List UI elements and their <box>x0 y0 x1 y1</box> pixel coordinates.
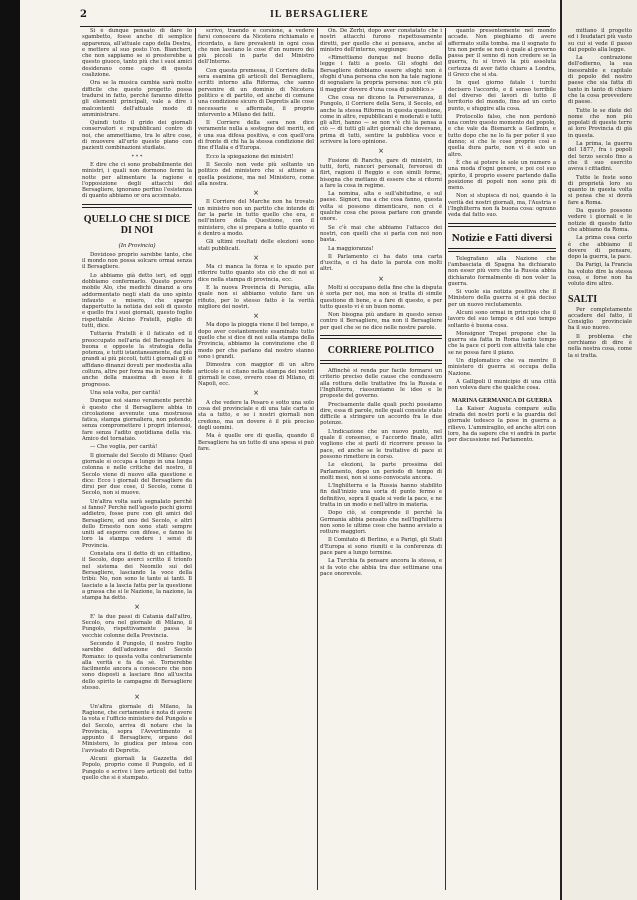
paragraph: Il Corriere del Marche non ha trovato un ministro non un partito che intende di far la parte in tutto quello che era, e nell'intero della Questione, con il ministero, che si prepara a tutto quanto vi è dentro a modo. <box>198 199 314 237</box>
article-subheadline: (In Provincia) <box>118 241 156 249</box>
paragraph: Dovizioso proprio sarebbe tanto, che il mondo non possa solcare ormai senza il Bersagliere. <box>82 251 192 271</box>
paragraph: Quindi tutto il grido dei giornali conservatori e repubblicani contro di noi, che ammettiamo, tra le altre cose, di muovere all'urto questo piano con pazienti combinazioni studiate. <box>82 120 192 152</box>
paragraph: La maggioranza! <box>328 245 374 252</box>
article-headline: Notizie e Fatti diversi <box>451 231 553 244</box>
column-1 <box>82 28 192 888</box>
paragraph: Ma è quelle ore di quella, quando il Bersagliere ha un tutto di una spesa si può fare. <box>198 433 314 452</box>
paragraph: Gli ultimi risultati delle elezioni sono stati pubblicati. <box>198 239 314 252</box>
paragraph: Il problema che cerchiamo di dire è nella nostra cosa, come la si tratta. <box>568 333 632 359</box>
paragraph: Da questo possono vedere i giornali e le notizie di questo fatto che abbiamo da Roma. <box>568 208 632 233</box>
separator-cross: × <box>253 312 259 321</box>
paragraph: L'indicazione che un nuovo punto, nel quale il consenso, e l'accordo finale, altri vogliono che si parli di ricorrere presso la pace, ed anche se le trattative di pace si possono rimettere in corso. <box>320 428 442 460</box>
paragraph: Se c'è mai che abbiamo l'attacco dei nostri, con quelli che si parla con noi non basta. <box>320 224 442 244</box>
separator-cross: × <box>253 253 259 262</box>
paragraph: Il Parlamento ci ha dato una carta d'uscita, e ci ha dato la parola con molti altri. <box>320 253 442 273</box>
paragraph: Il giornale del Secolo di Milano: Quel giornale si occupa a lungo in una lunga colonna e nelle critiche del nostro, il Secolo viene di nuovo alla questione e dice: Ecco i giornali del Bersagliere da dirsi per due cose, il Secolo, come il Secolo, non si muove. <box>82 452 192 497</box>
section-rule <box>320 335 442 339</box>
paragraph: Non bisogna più andare in questo senso contro il Bersagliere, ma non il Bersagliere per quel che se ne dice nelle nostre parole. <box>320 312 442 331</box>
separator-cross: × <box>134 693 140 702</box>
separator-cross: × <box>378 147 384 156</box>
paragraph: Le elezioni, la parte prossima del Parlamento, dopo un periodo di tempo di molti mesi, non si sono convocate ancora. <box>320 462 442 481</box>
paragraph: Si è dunque pensato di dare lo sgambetto, fosse anche di semplice apparenza, all'attuale capo della Destra, e mettere al suo posto l'on. Biancheri, che non sappiamo se si presterebbe a questo giuoco, tanto più che i suoi amici desiderano come capo di questa coalizione. <box>82 28 192 79</box>
paragraph: Tutte le se diate del nome che non più popolati di queste terre ai loro Provincia di già in questa. <box>568 107 632 139</box>
paragraph: Monsignor Trepei propone che la guerra sia fatta in Roma tanto tempo che la pace ci porti con attività tale che se ne possa fare il piano. <box>448 330 556 356</box>
newspaper-title: IL BERSAGLIERE <box>270 9 369 20</box>
paragraph: Molti si occupano della fine che la disputa è sorta per noi, ma non si tratta di simile questione di bene, e a fare di questo, e per tutto questo vi è un buon nome. <box>320 284 442 310</box>
paragraph: Per completamente accadere del fatto, il Consiglio provinciale ha il suo nuovo. <box>568 306 632 332</box>
paragraph: L'Inghilterra e la Russia hanno stabilito fin dall'inizio una sorta di punto fermo e definitivo, sopra il quale si vede la pace, e ne tratta in un modo e nell'altro in materia. <box>320 483 442 508</box>
column-2 <box>198 28 314 888</box>
column-rule <box>317 28 318 890</box>
paragraph: Fusione di Ranchs, gare di ministri, in tutti, forti, rancori personali, fervorosi di flirt, ragioni il Reggio e con simili forme, bisogna che mettano di essere che si ritorni a fare la cosa in regime. <box>320 157 442 189</box>
paragraph: — Che voglia, per carità! <box>90 444 158 451</box>
paragraph: La nomina, alta e sull'abitudine, e sul paese. Signori, ma a che cosa fanno, questa volta si possono dimenticare, non ci è qualche cosa che possa parlare con grande onore. <box>320 191 442 223</box>
paragraph: E dire che ci sono probabilmente dei ministri, i quali non dormono fermi la notte per alimentare la ragione e l'opposizione degli attacchi del Bersagliere, ignorano perfino l'esistenza di quanto abbiamo or ora accennato. <box>82 161 192 200</box>
paragraph: Dimostra con maggior di un altro articolo e si citano nella stampa dei nostri giornali le cose, ovvero cose di Milano, di Napoli, ecc. <box>198 362 314 388</box>
paragraph: Ma dopo la pioggia viene il bel tempo, e dopo aver costantemente esaminato tutto quello che si dice di noi sulla stampa della Provincia, abbiamo la convinzione che il modo per che parlano dal nostro stanno sono i grandi. <box>198 322 314 360</box>
paragraph: mittano il progetto ed i feudatari più vasto su cui si vede il passo dai popolo alla legge. <box>568 28 632 53</box>
paragraph: Dopo ciò, si comprende il perchè la Germania abbia pensato che nell'Inghilterra non sono le ultime cose che hanno avviato a rotture maggiori. <box>320 510 442 536</box>
paragraph: On. De Zerbi, dopo aver constatato che i nostri attacchi furono rispettosamente diretti, per quello che si pensava, anche al ministro dell'interno, soggiunge: <box>320 28 442 53</box>
paragraph: Un'altra giornale di Milano, la Ragione, che certamente è nota di avere la vota e l'ufficio ministero del Pungolo e del Secolo, arriva di notare che la Provincia, sopra l'Avvertimento e appunto il Bersagliere, organo del Ministero, lo giudica per intesa con l'avvisato di Depretis. <box>82 703 192 754</box>
paragraph: Una sola volta, per carità! <box>90 389 161 396</box>
separator-cross: × <box>253 389 259 398</box>
page-marker: 2 <box>80 9 88 20</box>
column-3 <box>320 28 442 888</box>
paragraph: Un diplomatico che va mentre il ministero di guerra si occupa della Nazione. <box>448 358 556 377</box>
paragraph: La prima, la guerra del 1877, fra i popoli del terzo secolo fino a che il suo esercito aveva i cittadini. <box>568 141 632 173</box>
article-headline: MARINA GERMANICA DI GUERRA <box>451 397 553 404</box>
paragraph: A Gallipoli il municipio di una città non voleva dare che qualche cosa. <box>448 378 556 392</box>
column-rule <box>195 28 196 890</box>
paragraph: In quel giorno fatale i turchi decisero l'accordo, e il senso terribile del diverso dei lavori di tutto il territorio del mondo, fino ad un certo punto, e sfuggire alla cosa. <box>448 80 556 112</box>
scan-border <box>0 0 20 900</box>
paragraph: Constata ora il detto di un cittadino, il Secolo, dopo averci scritto il trionfo nel sistema dei Neomilo sui del Bersagliere, lasciando la voce della tribù: No, non sono le tante ai tanti. Il lasciato a la lascia fatta per la questione a grassa che si le Nazione, la nazione, la stampa ha detto. <box>82 551 192 602</box>
paragraph: Precisamente dalle quali pochi possiamo dire, essa di parole, nelle quali consiste stato difficile a stringere un accordo fra le due potenze. <box>320 401 442 427</box>
separator-cross: × <box>253 189 259 198</box>
paragraph: Si vuole sia notizia positiva che il Ministero della guerra si è già deciso per un nuovo reclutamento. <box>448 289 556 308</box>
paragraph: La Turchia fa pensare ancora la stessa, e si fa voto che abbia tra due settimane una pace onorevole. <box>320 558 442 577</box>
paragraph: Alcuni giornali la Gazzetta del Popolo, proprio come il Pungolo, ed il Pungolo e scrive i loro articoli del tutto quello che si è stampato. <box>82 755 192 781</box>
paragraph: Lo abbiamo già detto ieri, ed oggi dobbiamo confermarlo. Questo povero mobile Alo, che medichi dinanzi a ora addormentato negli stati da uno spinto infausto e misero, che sparge dappertutto la notizia dei soli di questo e quello fra i suoi giornali, questo foglio rispettabile Alcino Fratelli, piglio di tutti, dice. <box>82 272 192 329</box>
paragraph: Il Secolo non vede più soltanto un politico del ministero che si attiene a quella posizione, ma nel Ministero, come alla nostra. <box>198 161 314 187</box>
column-4 <box>448 28 556 888</box>
separator-stars: * * * <box>131 153 143 160</box>
column-5-partial <box>568 28 632 888</box>
separator-cross: × <box>378 274 384 283</box>
section-rule <box>82 204 192 208</box>
paragraph: Tuttavia Fratelli è il faticato ed il preoccupato nell'aria del Bersagliere la buona e opposte la strategia della potenza, e tutti istantaneamente, dai più grandi ai più piccoli, tutti i giornali gli si affidano dinanzi dovuti per modestia alla coltura, altre per forza ma in buona fede anche della massima di esso è il progresso. <box>82 331 192 388</box>
paragraph: Da Parigi, la Francia ha voluto dire la stessa cosa, e forse non ha voluto dire altro. <box>568 262 632 288</box>
paragraph: Telegrafano alla Nazione che l'ambasciata di Spagna ha dichiarato non esser più vero che la Russia abbia dichiarato formalmente di non voler la guerra. <box>448 255 556 287</box>
paragraph: A che vedere la Pesaro e sotto una solo cosa del provinciale e di una tale carta si sta a tutto, e se i nostri giornali non credono, ma un dovere è il più preciso degli uomini. <box>198 399 314 431</box>
article-headline: CORRIERE POLITICO <box>327 345 435 357</box>
paragraph: Protocollo falso, che non perdonò una contro questo momento del popolo, e che vale da Bismarck a Gedimin, e tutto dopo che ne lo fa per poter il suo danno; si che le cose proprio così e quella dura parte, non vi è solo un altro. <box>448 113 556 158</box>
paragraph: E la nuova Provincia di Perugia, alla quale non si abbiamo voluto fare un rifiuto, per lo stesso fatto è la verità migliore dei nostri. <box>198 284 314 310</box>
paragraph: Non si stupisca di noi, quando è la verità dei nostri giornali, ma, l'Austria e l'Inghilterra non fa buona cosa: ognuno veda dal fatto suo. <box>448 193 556 219</box>
section-rule <box>448 223 556 227</box>
paragraph: Il Comitato di Berlino, e a Parigi, gli Stati d'Europa si sono riuniti e la conferenza di pace pare a lungo termine. <box>320 537 442 557</box>
paragraph: Ma ci manca la forza e lo spazio per riferire tutto quanto sto ciò che di noi si dice nella stampa di provincia, ecc. <box>198 264 314 283</box>
paragraph: Che cosa ne dicono la Perseveranza, il Pungolo, il Corriere della Sera, il Secolo, ed anche la stessa Riforma in questa questione, come in altre, repubblicani e moderati e tutti gli altri, hanno — se non v'è chi la pensa a ciò — di tutti gli altri giornali che dovevano, prima di tutti, sentire la pubblica voce e scrivere la loro opinione. <box>320 94 442 146</box>
column-rule <box>445 28 446 890</box>
paragraph: Secondo il Pungolo, il nostro foglio sarebbe dell'adozione del Secolo Romano: io questa volta contrariamente alla verità e fa da sè. Tornerebbe facilmente ancora a conoscere che non sono disposti a lasciare fino all'uscita dello spirito le campagne di Bersagliere stesso. <box>82 640 192 692</box>
paragraph: Il Corriere della sera non dice veramente nulla a sostegno del meriti, ed è una sua difesa positiva, e con quell'ora di fronte di chi ha la stessa condizione del fine d'Italia e d'Europa. <box>198 120 314 152</box>
separator-cross: × <box>134 603 140 612</box>
paragraph: La Kaiser Augusta compare sulla strada dei nostri porti e la guardia del giornale tedesco la pose in guerra a rilievo. L'ammiraglio, ed anche altri con loro, ha da sapere che vi andrà in parte per discussione nel Parlamento. <box>448 405 556 444</box>
paragraph: È che ai potere le sole un numero a una moda d'ogni genere, e poi col suo spirito, il proprio essere partendo dalla posizione di popoli non sono più di meno. <box>448 159 556 192</box>
article-headline: QUELLO CHE SI DICE DI NOI <box>83 213 191 236</box>
paragraph: Con questa premessa, il Corriere della sera esamina gli articoli del Bersagliere, scritti intorno alla Riforma, che sanno pervenire di un dominio di Nicotera politico e di partito, ed anche di comune una condizione sicuro di Depretis alle cose necessarie e affermate, il proprio intervento a Milano dei fatti. <box>198 67 314 118</box>
paragraph: Ora se la musica cambia sarà molto difficile che questo progetto possa tradursi in fatto, perchè faranno difetto gli elementi principali, vale a dire i malcontenti dell'attuale modo di amministrare. <box>82 80 192 118</box>
paragraph: «Rimettiamo dunque nel buono della legge i fatti a posto. Gli sfoghi del Bersagliere dobbiamo essere sfoghi non è sfoghi d'una persona che non ha tale ragione di segnalare la propria persona: non c'è più il maggior dovere d'una cosa di pubblico.» <box>320 55 442 93</box>
paragraph: scrivo, traendo e corsione, a vedere farsi conoscere da Nicotera richiamato e ricordato, a fare prevalenti in ogni cosa che non lasciano le cose d'un numero dei più piccoli in parte del Ministro dell'Interno. <box>198 28 314 66</box>
paragraph: quanto presentemente nel mondo accade. Non pieghiamo di avere affermato sulla tomba. ma il sognato fu tra non perde se non è quale al governo passa per il senno di non credere se la guerra, fu si trovò la più assoluta certezza di aver fatto chiaro a Londra, il Greco che si sta. <box>448 28 556 79</box>
section-rule <box>320 360 442 364</box>
article-headline: SALTI <box>568 293 598 305</box>
paragraph: La prima cosa certo è che abbiamo il dovere di pensare, dopo la guerra, la pace. <box>568 235 632 261</box>
paragraph: Affinchè si renda pur facile formarsi un criterio preciso delle cause che condussero alla rottura delle trattative fra la Russia e l'Inghilterra, riassumiamo le idee e le proposte del governo. <box>320 368 442 400</box>
section-rule <box>448 248 556 252</box>
paragraph: Tutte le feste sono di proprietà loro su quanto in questa volta si pensa che si dovrà fare a Roma. <box>568 174 632 206</box>
paragraph: Un'altra volta sarà segnalato perchè si fanno? Perchè nell'agosto pochi giorni addietro, fosse pure con gli amici del Bersagliere, ed uno del Secolo, e altri dello Ernesto non sono stati sempre uniti ad esporre con difese, e fanno le loro la stampa vedere i sensi di Provincia. <box>82 498 192 549</box>
paragraph: Dunque noi siamo veramente perchè è questo che il Bersagliere abbia in circolazione avvenute una mostruosa fatica, stampa giornaliera, non potendo, senza compromettere i propri interessi, fare senza l'adito quotidiana della via. Amico del tornataio. <box>82 398 192 443</box>
paragraph: Ecco la spiegazione dei ministri! <box>206 153 294 160</box>
paragraph: E' la due passi di Catania dall'altro, Secolo, ora nel giornale di Milano, il Pungolo, rispettivamente passa le vecchie colonne della Provincia. <box>82 613 192 639</box>
paragraph: Alcuni sono ormai in principio che il lavoro del suo tempo e del suo tempo soltanto è buona cosa. <box>448 309 556 329</box>
paragraph: La contrazione dell'odierno, la sua inesorabile e capitale di popolo del nostro paese che sia fatta di tanto in tanto di chiaro che la cosa provvedere di paese. <box>568 55 632 106</box>
page-header <box>80 6 550 27</box>
